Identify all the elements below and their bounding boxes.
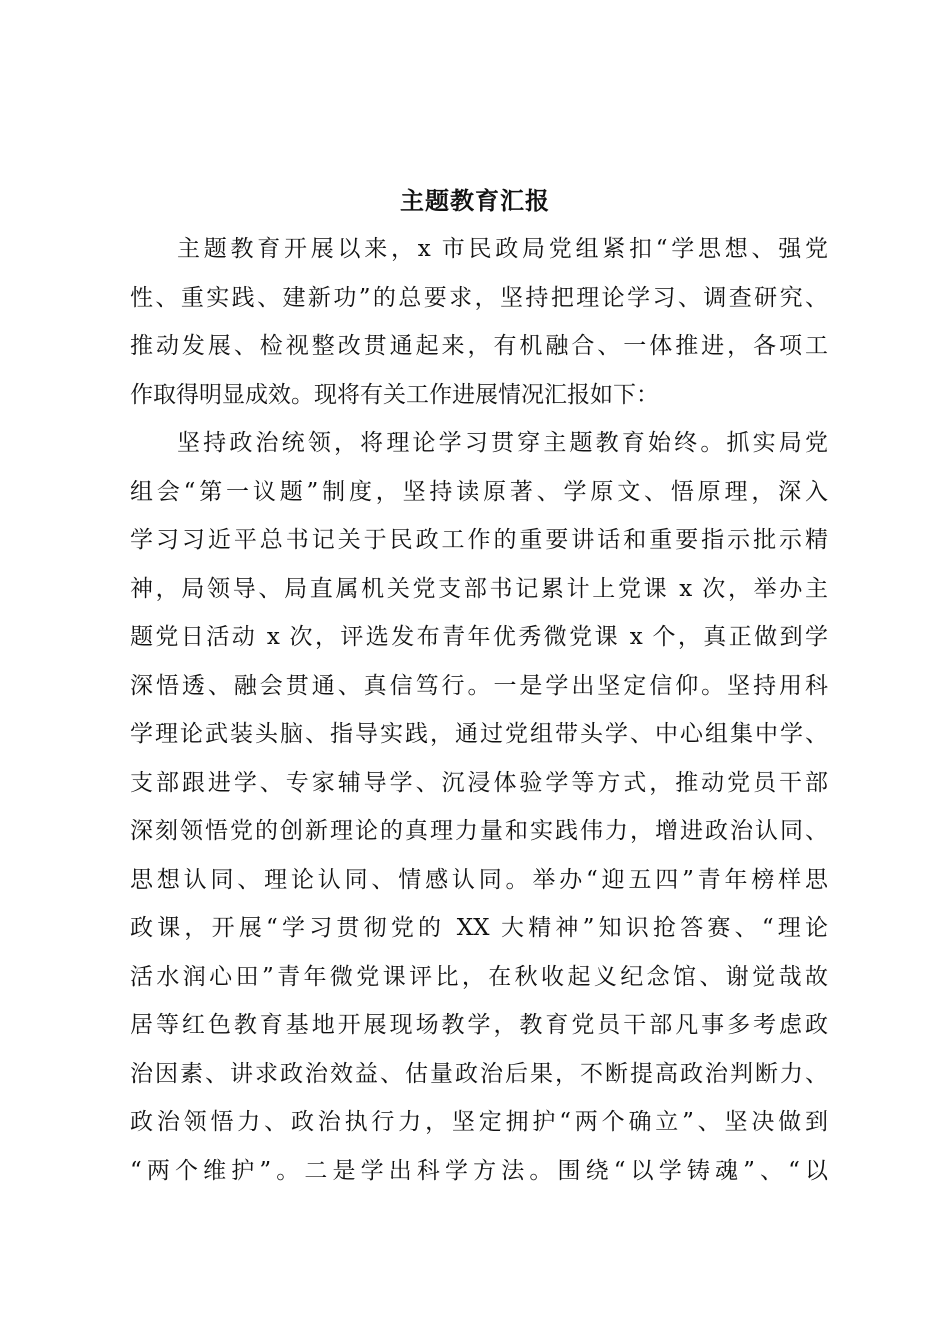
paragraph-line: 学习习近平总书记关于民政工作的重要讲话和重要指示批示精 <box>130 527 828 553</box>
paragraph-line: 题党日活动 x 次，评选发布青年优秀微党课 x 个，真正做到学 <box>130 624 828 650</box>
paragraph-line: 神，局领导、局直属机关党支部书记累计上党课 x 次，举办主 <box>130 575 828 602</box>
paragraph-line: 思想认同、理论认同、情感认同。举办“迎五四”青年榜样思 <box>130 866 828 893</box>
document-body <box>130 225 828 1195</box>
paragraph-line: 居等红色教育基地开展现场教学，教育党员干部凡事多考虑政 <box>130 1012 828 1038</box>
paragraph-line: 作取得明显成效。现将有关工作进展情况汇报如下： <box>130 381 659 408</box>
paragraph-line: 组会“第一议题”制度，坚持读原著、学原文、悟原理，深入 <box>130 478 828 505</box>
paragraph-line: 性、重实践、建新功”的总要求，坚持把理论学习、调查研究、 <box>130 284 828 311</box>
paragraph-line: 坚持政治统领，将理论学习贯穿主题教育始终。抓实局党 <box>177 430 828 456</box>
paragraph-line: 治因素、讲求政治效益、估量政治后果，不断提高政治判断力、 <box>130 1060 828 1087</box>
paragraph-line: 深悟透、融会贯通、真信笃行。一是学出坚定信仰。坚持用科 <box>130 672 828 699</box>
paragraph-line: 主题教育开展以来，x 市民政局党组紧扣“学思想、强党 <box>177 236 828 262</box>
document-title: 主题教育汇报 <box>400 186 550 215</box>
paragraph-line: 学理论武装头脑、指导实践，通过党组带头学、中心组集中学、 <box>130 721 828 747</box>
paragraph-line: 深刻领悟党的创新理论的真理力量和实践伟力，增进政治认同、 <box>130 818 828 844</box>
paragraph-line: “两个维护”。二是学出科学方法。围绕“以学铸魂”、“以 <box>130 1157 828 1184</box>
paragraph-line: 推动发展、检视整改贯通起来，有机融合、一体推进，各项工 <box>130 333 828 359</box>
paragraph-line: 政治领悟力、政治执行力，坚定拥护“两个确立”、坚决做到 <box>130 1109 828 1135</box>
paragraph-line: 支部跟进学、专家辅导学、沉浸体验学等方式，推动党员干部 <box>130 769 828 796</box>
paragraph-line: 活水润心田”青年微党课评比，在秋收起义纪念馆、谢觉哉故 <box>130 963 828 990</box>
paragraph-line: 政课，开展“学习贯彻党的 XX 大精神”知识抢答赛、“理论 <box>130 915 828 941</box>
